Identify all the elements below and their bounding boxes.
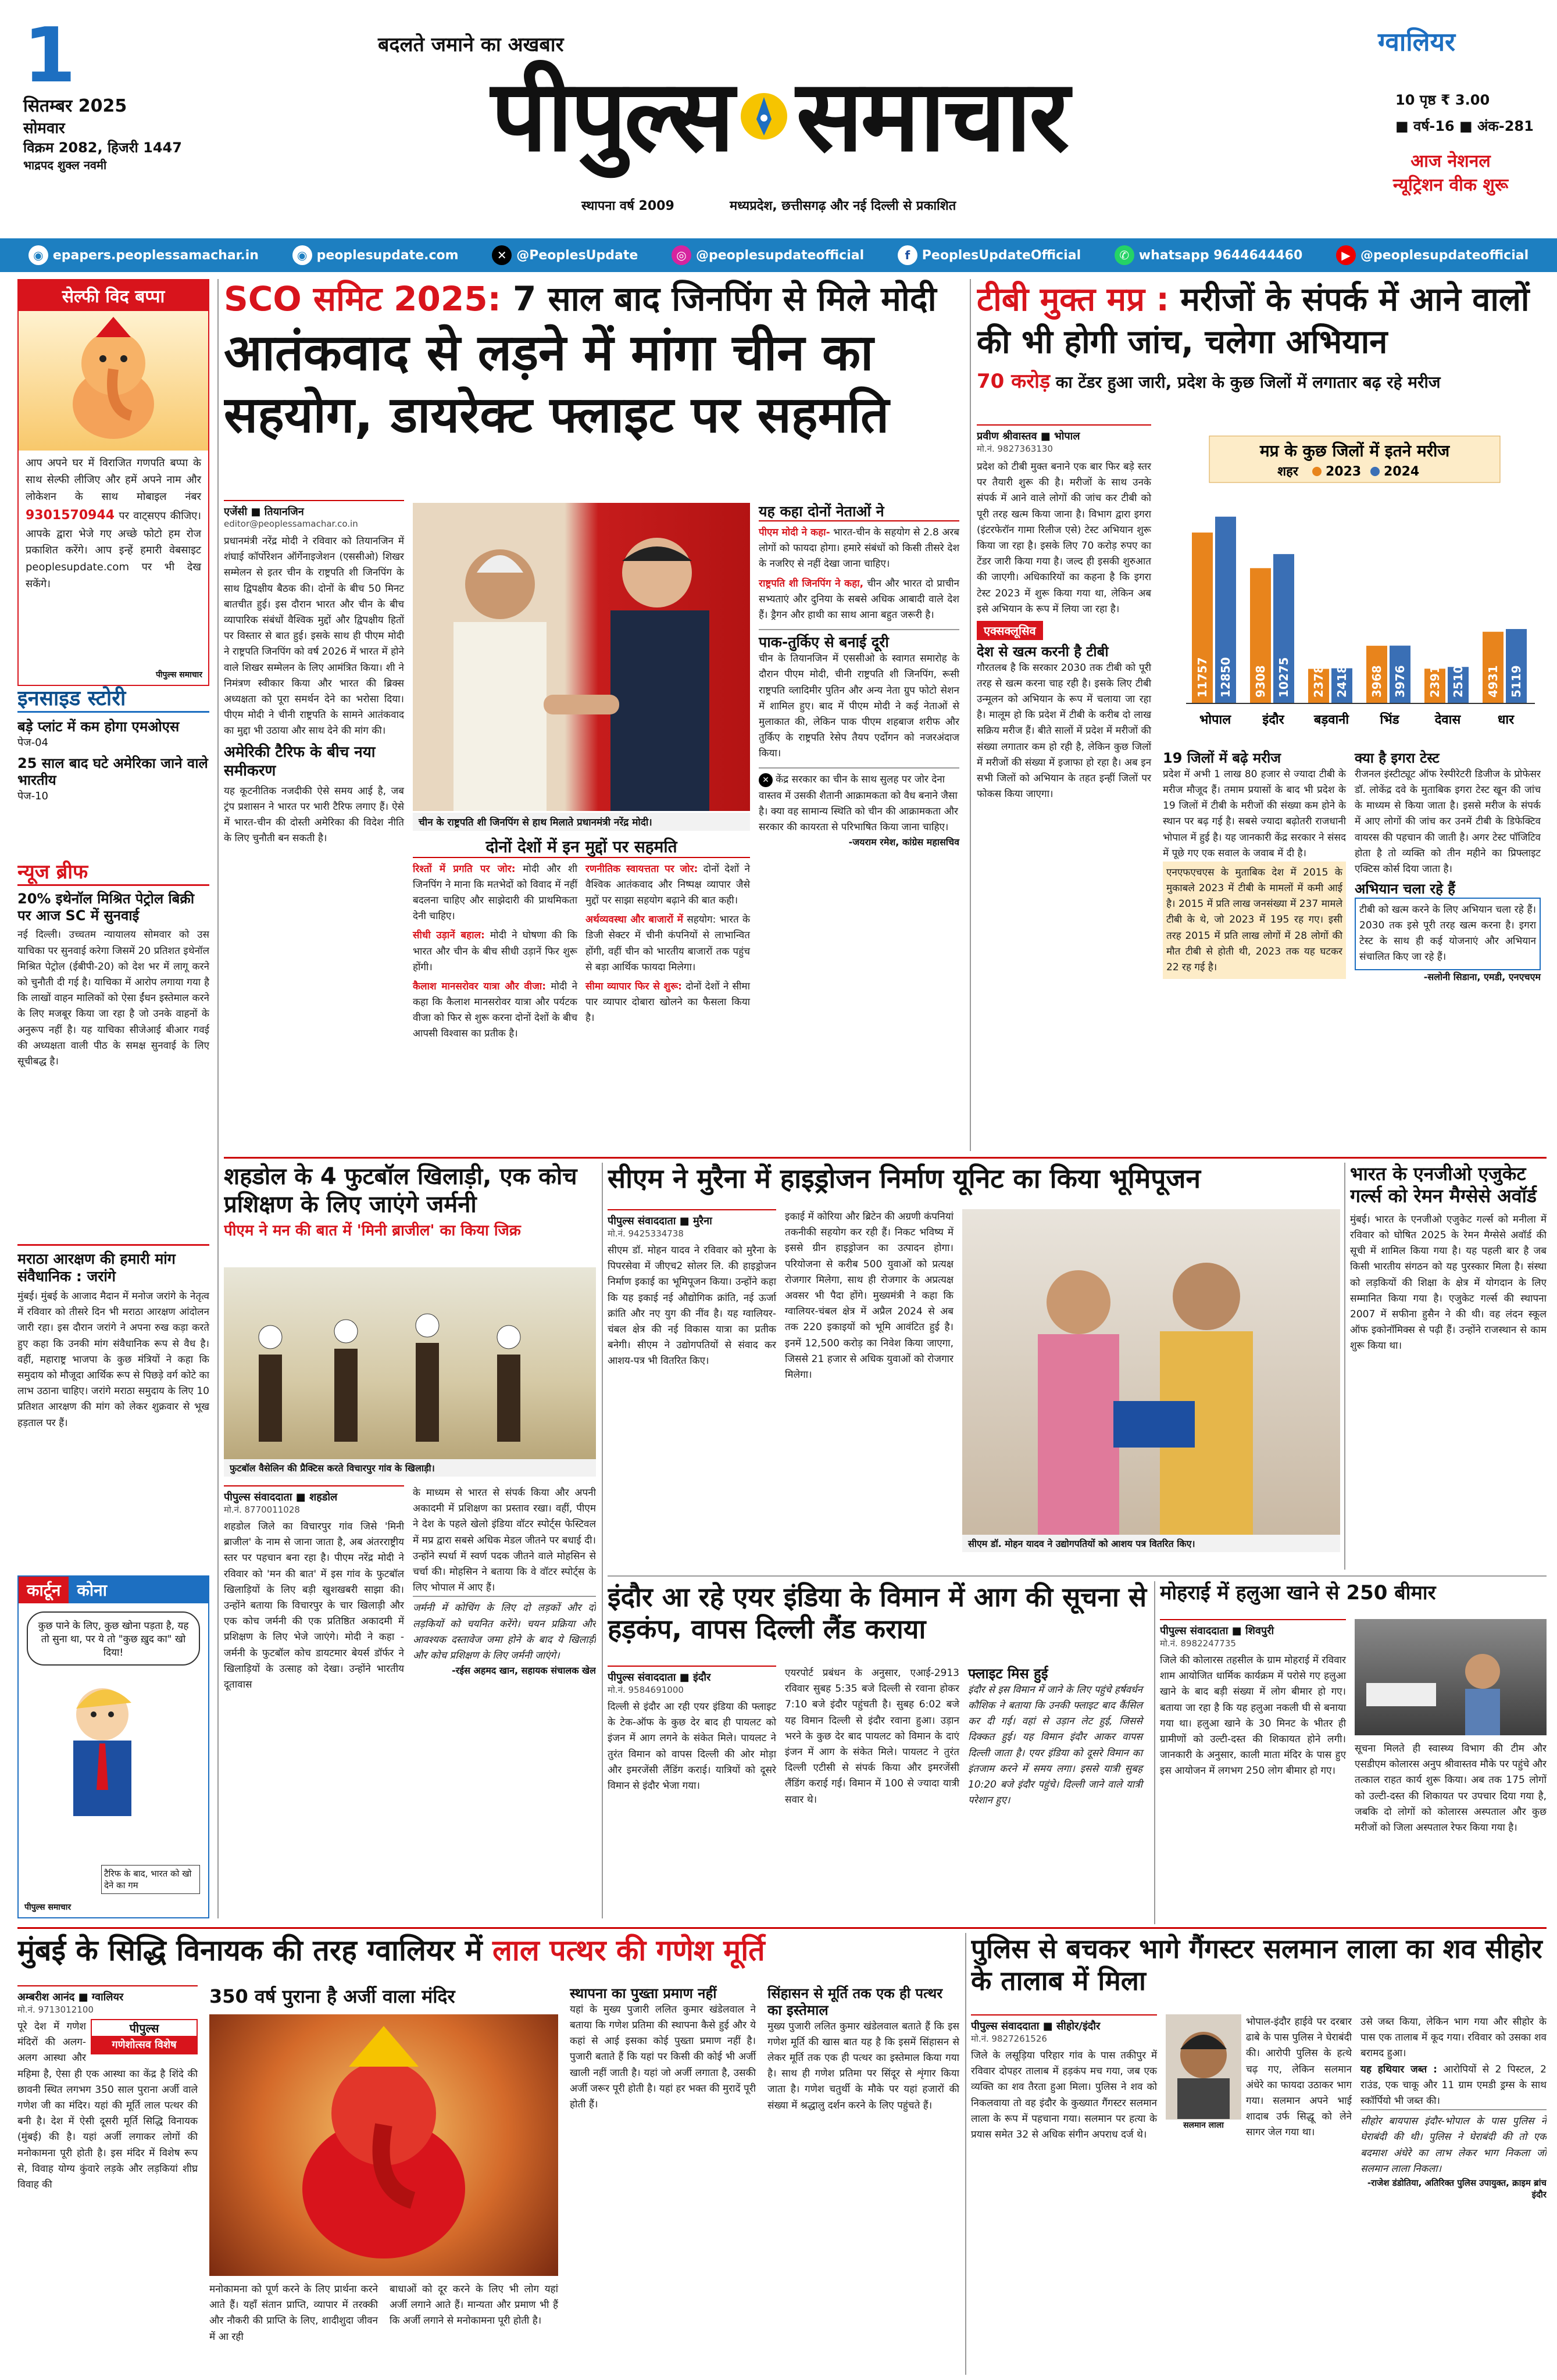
ganesh-headline-b: लाल पत्थर की गणेश मूर्ति [492, 1934, 765, 1967]
agree-item-body: सहयोग: भारत के डिजी सेक्टर में चीनी कंपनियों से लाभान्वित होंगी, वहीं चीन को भारतीय बाजारों तक पहुंच से बड़ा आर्थिक फायदा मिलेगा। [585, 914, 750, 973]
ganesh-proof-title: स्थापना का पुख्ता प्रमाण नहीं [570, 1985, 717, 2002]
date-samvat: विक्रम 2082, हिजरी 1447 [23, 140, 182, 156]
hydrogen-headline: सीएम ने मुरैना में हाइड्रोजन निर्माण यूनिट का किया भूमिपूजन [608, 1163, 1201, 1194]
xi-label: राष्ट्रपति शी जिनपिंग ने कहा, [759, 577, 864, 589]
ganesh-headline [17, 1933, 959, 1968]
date-month: सितम्बर 2025 [23, 96, 127, 116]
tb-col4-title: क्या है इगरा टेस्ट [1355, 750, 1440, 766]
salman-photo [1166, 2014, 1241, 2131]
salman-caption: सलमान लाला [1166, 2120, 1241, 2131]
pm-label: पीएम मोदी ने कहा- [759, 527, 830, 538]
agree-item-body: मोदी ने घोषणा की कि भारत और चीन के बीच सीधी उड़ानें फिर शुरू होंगी। [413, 930, 577, 973]
brief-headline: 20% इथेनॉल मिश्रित पेट्रोल बिक्री पर आज SC में सुनवाई [17, 890, 195, 924]
tb-col3-body: प्रदेश में अभी 1 लाख 80 हजार से ज्यादा टीबी के मरीज मौजूद हैं। तमाम प्रयासों के बाद भी प्रदेश के 19 जिलों में टीबी के मरीजों की संख्या कम होने के स्थान पर बढ़ गई है। सबसे ज्यादा बढ़ोतरी राजधानी भोपाल में हुई है। यह जानकारी केंद्र सरकार ने संसद में पूछे गए एक सवाल के जवाब में दी है। [1163, 768, 1346, 859]
logo-pen-icon [738, 90, 790, 142]
airindia-mobile: मो.नं. 9584691000 [608, 1685, 684, 1695]
sco-kicker2: 7 साल बाद जिनपिंग से मिले मोदी [513, 279, 937, 319]
tb-sub-text: का टेंडर हुआ जारी, प्रदेश के कुछ जिलों में लगातार बढ़ रहे मरीज [1055, 372, 1441, 392]
agree-title: दोनों देशों में इन मुद्दों पर सहमति [413, 837, 750, 858]
hydrogen-figures [962, 1209, 1340, 1535]
police-body3: उसे जब्त किया, लेकिन भाग गया और सीहोर के पास एक तालाब में कूद गया। रविवार को उसका शव बरामद हुआ। [1360, 2016, 1547, 2060]
inside-item[interactable] [17, 755, 209, 803]
masthead [0, 0, 1557, 233]
coverage: मध्यप्रदेश, छत्तीसगढ़ और नई दिल्ली से प्रकाशित [730, 199, 956, 213]
youtube-icon: ▶ [1336, 245, 1356, 265]
agree-item-body: दोनों देशों ने सीमा पार व्यापार दोबारा खोलने का फैसला किया है। [585, 980, 750, 1024]
sco-pak-body: चीन के तियानजिन में एससीओ के स्वागत समारोह के दौरान पीएम मोदी, चीनी राष्ट्रपति शी जिनपिंग, रूसी राष्ट्रपति व्लादिमीर पुतिन और अन्य नेता ग्रुप फोटो सेशन में शामिल हुए। बाद में पीएम मोदी ने कई नेताओं से मुलाकात की, लेकिन पाक पीएम शहबाज शरीफ और तुर्किए के राष्ट्रपति रेसेप तैयप एर्दोगन को नजरअंदाज किया। [759, 653, 959, 760]
tb-story [977, 279, 1547, 1151]
sco-xi-quote [759, 576, 959, 624]
tb-headline [977, 279, 1547, 364]
ganesh-story [17, 1933, 959, 2375]
news-brief [17, 860, 209, 1232]
police-byline: पीपुल्स संवाददाता ■ सीहोर/इंदौर [971, 2014, 1157, 2033]
agree-item-title: कैलाश मानसरोवर यात्रा और वीजा: [413, 980, 547, 992]
sco-agency: एजेंसी ■ तियानजिन [224, 500, 404, 519]
date-day: 1 [23, 11, 76, 99]
police-col2 [1166, 2014, 1352, 2141]
airindia-body2: एयरपोर्ट प्रबंधन के अनुसार, एआई-2913 रविवार सुबह 5:35 बजे दिल्ली से रवाना होकर 7:10 बजे इंदौर पहुंचती है। सुबह 6:02 बजे यह विमान दिल्ली से इंदौर रवाना हुआ। उड़ान भरने के कुछ देर बाद पायलट को विमान के दाएं इंजन में आग के संकेत मिले। पायलट ने तुरंत दिल्ली एटीसी से संपर्क किया और इमरजेंसी लैंडिंग कराई गई। विमान में 100 से ज्यादा यात्री सवार थे। [785, 1667, 959, 1806]
selfie-box [17, 279, 209, 686]
promo-box [1355, 148, 1547, 196]
police-headline: पुलिस से बचकर भागे गैंगस्टर सलमान लाला का शव सीहोर के तालाब में मिला [971, 1933, 1542, 1997]
sco-body2: यह कूटनीतिक नजदीकी ऐसे समय आई है, जब ट्रंप प्रशासन ने भारत पर भारी टैरिफ लगाए हैं। ऐसे में भारत-चीन की दोस्ती अमेरिका की विदेश नीति के लिए चुनौती बन सकती है। [224, 785, 404, 845]
inside-item[interactable] [17, 719, 209, 749]
logo-name-right: समाचार [796, 59, 1067, 174]
airindia-headline: इंदौर आ रहे एयर इंडिया के विमान में आग की सूचना से हड़कंप, वापस दिल्ली लैंड कराया [608, 1581, 1147, 1645]
category-label-5: धार [1497, 713, 1515, 727]
est-year: स्थापना वर्ष 2009 [581, 199, 674, 213]
agree-item-body: मोदी और शी जिनपिंग ने माना कि मतभेदों को विवाद में नहीं बदलना चाहिए और साझेदारी की प्राथमिकता देनी चाहिए। [413, 863, 578, 923]
police-weapons [1360, 2062, 1547, 2110]
social-label: epapers.peoplessamachar.in [52, 248, 259, 263]
tb-chart [1163, 424, 1541, 738]
social-label: @PeoplesUpdate [516, 248, 638, 263]
cartoon-title-a: कार्टून [19, 1577, 69, 1603]
date-tithi: भाद्रपद शुक्ल नवमी [23, 158, 107, 172]
bar-label-2023-1: 9308 [1254, 665, 1267, 698]
chart-title: मप्र के कुछ जिलों में इतने मरीज [1259, 441, 1450, 460]
globe-icon: ◉ [292, 245, 312, 265]
tb-body2: गौरतलब है कि सरकार 2030 तक टीबी को पूरी तरह से खत्म करना चाह रही है। इसके लिए टीबी उन्मूलन को अभियान के रूप में चलाया जा रहा है। मालूम हो कि प्रदेश में टीबी के करीब दो लाख सक्रिय मरीज हैं। बीते सालों में प्रदेश में मरीजों की संख्या लगातार कम हो रही है, लेकिन कुछ जिलों में मरीजों की संख्या में इजाफा हो रहा है। अब इन सभी जिलों को अभियान के तहत इन्हीं जिलों पर फोकस किया जाएगा। [977, 662, 1151, 801]
brief-title: न्यूज ब्रीफ [17, 860, 209, 886]
selfie-phone: 9301570944 [26, 508, 115, 523]
inside-story [17, 686, 209, 860]
agree-item [585, 979, 750, 1027]
ganesh-col3 [390, 2282, 558, 2329]
airindia-sub: फ्लाइट मिस हुई [968, 1666, 1048, 1682]
bar-label-2023-3: 3968 [1370, 665, 1384, 698]
football-sub: पीएम ने मन की बात में 'मिनी ब्राजील' का किया जिक्र [224, 1222, 521, 1239]
hydrogen-photo [962, 1209, 1340, 1535]
maratha-title: मराठा आरक्षण की हमारी मांग संवैधानिक : जरांगे [17, 1250, 176, 1285]
newspaper-logo [273, 55, 1285, 177]
football-mobile: मो.नं. 8770011028 [224, 1505, 300, 1515]
bar-label-2024-4: 2510 [1451, 665, 1465, 698]
football-body2: के माध्यम से भारत से संपर्क किया और अपनी अकादमी में प्रशिक्षण का प्रस्ताव रखा। वहीं, पीएम ने देश के पहले खेलो इंडिया वॉटर स्पोर्ट्स फेस्टिवल में मप्र द्वारा सबसे अधिक मेडल जीतने पर बधाई दी। उन्होंने स्पर्धा में स्वर्ण पदक जीतने वाले मोहसिन से चर्चा की। मोहसिन ने बताया कि वे वॉटर स्पोर्ट्स के लिए भोपाल में आए हैं। [413, 1487, 596, 1594]
football-byline: पीपुल्स संवाददाता ■ शहडोल [224, 1485, 404, 1504]
modi-xi-photo [413, 503, 750, 811]
ganesh-headline-a: मुंबई के सिद्धि विनायक की तरह ग्वालियर में [17, 1934, 483, 1967]
legend-swatch-2023 [1312, 467, 1322, 476]
ganesha-image [19, 311, 208, 451]
sco-email[interactable]: editor@peoplessamachar.co.in [224, 519, 358, 529]
bar-label-2023-0: 11757 [1195, 657, 1209, 698]
social-label: @peoplesupdateofficial [1360, 248, 1529, 263]
divider [965, 1933, 966, 2375]
tb-kicker: टीबी मुक्त मप्र : [977, 281, 1169, 319]
hydrogen-mobile: मो.नं. 9425334738 [608, 1228, 684, 1239]
selfie-title: सेल्फी विद बप्पा [19, 280, 208, 311]
ngo-body: मुंबई। भारत के एनजीओ एजुकेट गर्ल्स को मनीला में रविवार को घोषित 2025 के रेमन मैग्सेसे अवॉर्ड की सूची में शामिल किया गया है। यह पहली बार है जब किसी भारतीय संगठन को यह पुरस्कार मिला है। संस्था को लड़कियों की शिक्षा के क्षेत्र में योगदान के लिए सम्मानित किया गया है। एजुकेट गर्ल्स की स्थापना 2007 में सफीना हुसैन ने की थी। वह लंदन स्कूल ऑफ इकोनॉमिक्स से पढ़ी हैं। उन्होंने राजस्थान से काम शुरू किया था। [1350, 1213, 1547, 1352]
tb-subline [977, 370, 1547, 394]
divider [608, 1575, 1547, 1577]
bar-label-2024-5: 5119 [1509, 665, 1523, 698]
tb-col4-body: रीजनल इंस्टीट्यूट ऑफ रेस्पीरेटरी डिजीज के प्रोफेसर डॉ. लोकेंद्र दवे के मुताबिक इगरा टेस्ट खून की जांच के माध्यम से किया जाता है। इससे मरीज के संपर्क में आए लोगों की जांच कर उनमें टीबी के डिफेक्टिव वायरस की पहचान की जाती है। अगर टेस्ट पॉजिटिव होता है तो व्यक्ति को तीन महीने का प्रिफ्लाइट एक्टिस कोर्स दिया जाता है। [1355, 768, 1541, 875]
halwa-col1 [1160, 1619, 1346, 1779]
sco-kicker-line [224, 279, 965, 320]
whatsapp-icon: ✆ [1115, 245, 1134, 265]
agree-item-title: रिश्तों में प्रगति पर जोर: [413, 863, 516, 875]
football-headline: शहडोल के 4 फुटबॉल खिलाड़ी, एक कोच प्रशिक्षण के लिए जाएंगे जर्मनी [224, 1163, 577, 1218]
halwa-body2: सूचना मिलते ही स्वास्थ्य विभाग की टीम और एसडीएम कोलारस अनुप श्रीवास्तव मौके पर पहुंचे और तत्काल राहत कार्य शुरू किया। अब तक 175 लोगों को उल्टी-दस्त की शिकायत पर उपचार दिया गया है, जबकि दो लोगों को कोलारस अस्पताल और कुछ मरीजों को जिला अस्पताल रेफर किया गया है। [1355, 1743, 1547, 1834]
edition-name: ग्वालियर [1378, 27, 1455, 57]
halwa-scene [1355, 1619, 1547, 1735]
photo-figures [413, 503, 750, 811]
inside-item-page: पेज-04 [17, 736, 48, 749]
agree-item-title: सीधी उड़ानें बहाल: [413, 930, 485, 942]
sco-text-col [224, 500, 404, 847]
logo-name-left: पीपुल्स [491, 59, 733, 174]
category-label-4: देवास [1434, 713, 1461, 727]
hydrogen-byline: पीपुल्स संवाददाता ■ मुरैना [608, 1209, 776, 1228]
ganesh-body-c: बाधाओं को दूर करने के लिए भी लोग यहां अर्जी लगाने आते हैं। मान्यता और प्रमाण भी हैं कि अर्जी लगाने से मनोकामना पूरी होती है। [390, 2283, 558, 2327]
police-quote: सीहोर बायपास इंदौर-भोपाल के पास पुलिस ने घेराबंदी की थी। पुलिस ने घेराबंदी की तो एक बदमाश अंधेरे का लाभ लेकर भाग निकला जो सलमान लाला निकला। [1360, 2109, 1547, 2177]
legend-2023: 2023 [1326, 464, 1362, 479]
inside-title: इनसाइड स्टोरी [17, 686, 209, 713]
bar-label-2023-4: 2391 [1428, 665, 1442, 698]
brief-body: नई दिल्ली। उच्चतम न्यायालय सोमवार को उस याचिका पर सुनवाई करेगा जिसमें 20 प्रतिशत इथेनॉल मिश्रित पेट्रोल (ईबीपी-20) को देश भर में लागू करने को चुनौती दी गई है। याचिका में आरोप लगाया गया है कि लाखों वाहन मालिकों को ऐसा ईंधन इस्तेमाल करने के लिए मजबूर किया जा रहा है जो उनके वाहनों के अनुरूप नहीं है। यह याचिका सीजेआई बीआर गवई की अध्यक्षता वाली पीठ के समक्ष सुनवाई के लिए सूचीबद्ध है। [17, 929, 209, 1067]
cartoon-corner [17, 1575, 209, 1918]
bar-label-2024-1: 10275 [1277, 657, 1291, 698]
ganesh-col5 [767, 1985, 959, 2114]
legend-swatch-2024 [1370, 467, 1380, 476]
police-mobile: मो.नं. 9827261526 [971, 2034, 1047, 2044]
football-col2 [413, 1485, 596, 1677]
police-story [971, 1933, 1547, 2375]
x-post [759, 767, 959, 848]
ganesh-col2 [209, 2282, 378, 2345]
hydrogen-body2: इकाई में कोरिया और ब्रिटेन की अग्रणी कंपनियां तकनीकी सहयोग कर रही हैं। निकट भविष्य में इससे ग्रीन हाइड्रोजन का उत्पादन होगा। परियोजना से करीब 500 युवाओं को प्रत्यक्ष रोजगार मिलेगा, साथ ही रोजगार के अप्रत्यक्ष अवसर भी पैदा होंगे। मुख्यमंत्री ने कहा कि ग्वालियर-चंबल क्षेत्र में अप्रैल 2024 से अब तक 220 इकाइयों को भूमि आवंटित हुई है। इनमें 12,500 करोड़ का निवेश किया जाएगा, जिससे 21 हजार से अधिक युवाओं को रोजगार मिलेगा। [785, 1211, 954, 1381]
airindia-col3 [968, 1666, 1142, 1809]
cartoon-credit: पीपुल्स समाचार [24, 1903, 72, 1912]
tb-col4-sub: अभियान चला रहे हैं [1355, 881, 1455, 898]
social-label: whatsapp 9644644460 [1138, 248, 1303, 263]
divider [1154, 1581, 1155, 1924]
bar-label-2024-2: 2418 [1335, 665, 1349, 698]
police-col3 [1360, 2014, 1547, 2200]
ganesh-mobile: मो.नं. 9713012100 [17, 2004, 94, 2015]
salman-portrait [1166, 2014, 1241, 2119]
divider [17, 1927, 1547, 1929]
bar-label-2023-2: 2378 [1312, 665, 1326, 698]
social-website[interactable] [292, 245, 459, 265]
halwa-story [1160, 1581, 1547, 1924]
police-body: जिले के लसूड़िया परिहार गांव के पास तकीपुर में रविवार दोपहर तालाब में हड़कंप मच गया, जब एक व्यक्ति का शव तैरता हुआ मिला। पुलिस ने शव को निकलवाया तो वह इंदौर के कुख्यात गैंगस्टर सलमान लाला के रूप में पहचाना गया। सलमान पर हत्या के प्रयास समेत 32 से अधिक संगीन अपराध दर्ज थे। [971, 2050, 1157, 2140]
tb-col3 [1163, 750, 1346, 979]
ganesh-body-b: मनोकामना को पूर्ण करने के लिए प्रार्थना करने आते हैं। यहाँ संतान प्राप्ति, व्यापार में तरक्की और नौकरी की प्राप्ति के लिए, शादीशुदा जीवन में आ रही [209, 2283, 378, 2343]
divider [1344, 1163, 1345, 1570]
agree-col [585, 862, 750, 1042]
agree-item [413, 979, 577, 1042]
chart-legend-label: शहर [1277, 464, 1298, 479]
agree-item-title: रणनीतिक स्वायत्तता पर जोर: [585, 863, 698, 875]
cartoon-bubble: कुछ पाने के लिए, कुछ खोना पड़ता है, यह तो सुना था, पर ये तो "कुछ ख़ुद का" खो दिया! [27, 1611, 200, 1666]
date-weekday: सोमवार [23, 120, 65, 137]
divider [970, 279, 971, 1151]
football-quote: जर्मनी में कोचिंग के लिए दो लड़कों और दो लड़कियों को चयनित करेंगे। चयन प्रक्रिया और आवश्यक दस्तावेज जमा होने के बाद ये खिलाड़ी और कोच प्रशिक्षण के लिए जर्मनी जाएंगे। [413, 1596, 596, 1664]
tb-col4 [1355, 750, 1541, 983]
bar-label-2024-0: 12850 [1219, 657, 1233, 698]
date-block [23, 11, 215, 173]
tb-body: प्रदेश को टीबी मुक्त बनाने एक बार फिर बड़े स्तर पर तैयारी शुरू की है। मरीजों के साथ उनके संपर्क में आने वाले लोगों की जांच कर टीबी को पूरी तरह खत्म किया जाना है। विभाग द्वारा इगरा (इंटरफेरॉन गामा रिलीज एसे) टेस्ट अभियान शुरू किया जा रहा है। इसके लिए 70 करोड़ रुपए का टेंडर जारी किया गया है। जल्द ही इसकी शुरुआत की जाएगी। अधिकारियों का कहना है कि इगरा टेस्ट 2023 में शुरू किया गया था, लेकिन अब इसे अभियान के रूप में लिया जा रहा है। [977, 461, 1151, 615]
social-label: @peoplesupdateofficial [695, 248, 865, 263]
x-icon: ✕ [759, 773, 773, 787]
facebook-icon: f [898, 245, 917, 265]
ganesh-idol [209, 2014, 558, 2276]
ganesh-throne-title: सिंहासन से मूर्ति तक एक ही पत्थर का इस्तेमाल [767, 1985, 943, 2018]
globe-icon: ◉ [28, 245, 48, 265]
airindia-quote: इंदौर से इस विमान में जाने के लिए पहुंचे हर्षवर्धन कौशिक ने बताया कि उनकी फ्लाइट बाद कैंसिल कर दी गई। वहां से उड़ान लेट हुई, जिससे दिक्कत हुई। यह विमान इंदौर आकर वापस दिल्ली जाता है। एयर इंडिया को दूसरे विमान का इंतजाम करने में समय लगा। इससे यात्री सुबह 10:20 बजे इंदौर पहुंचे। दिल्ली जाने वाले यात्री परेशान हुए। [968, 1684, 1142, 1807]
agree-item-title: अर्थव्यवस्था और बाजारों में [585, 914, 683, 926]
ngo-headline: भारत के एनजीओ एजुकेट गर्ल्स को रेमन मैग्सेसे अवॉर्ड [1350, 1163, 1537, 1207]
tb-col4b-body: टीबी को खत्म करने के लिए अभियान चला रहे हैं। 2030 तक इसे पूरी तरह खत्म करना है। इगरा टेस्ट के साथ ही कई योजनाएं और अभियान संचालित किए जा रहे हैं। [1355, 898, 1541, 970]
inside-item-page: पेज-10 [17, 789, 48, 802]
sco-story [224, 279, 965, 1151]
social-x[interactable] [492, 245, 638, 265]
divider [224, 1157, 1547, 1159]
sco-agreements [413, 837, 750, 1042]
category-label-0: भोपाल [1199, 713, 1231, 727]
ngo-story [1350, 1163, 1547, 1570]
tb-col3-title: 19 जिलों में बढ़े मरीज [1163, 750, 1281, 766]
airindia-byline: पीपुल्स संवाददाता ■ इंदौर [608, 1666, 776, 1684]
agree-item [585, 912, 750, 975]
sco-body: प्रधानमंत्री नरेंद्र मोदी ने रविवार को तियानजिन में शंघाई कॉर्पोरेशन ऑर्गेनाइजेशन (एससीओ) शिखर सम्मेलन से इतर चीन के राष्ट्रपति शी जिनपिंग के साथ द्विपक्षीय बैठक की। दोनों के बीच 50 मिनट बातचीत हुई। इस दौरान भारत और चीन के बीच व्यापारिक संबंधों वैश्विक मुद्दों और द्विपक्षीय हितों पर विस्तार से बात हुई। इसके साथ ही पीएम मोदी ने राष्ट्रपति जिनपिंग को वर्ष 2026 में भारत में होने वाले शिखर सम्मेलन के लिए आमंत्रित किया। शी ने निमंत्रण स्वीकार किया और भारत की ब्रिक्स अध्यक्षता को पूरा समर्थन देने का भरोसा दिया। पीएम मोदी ने चीनी राष्ट्रपति के सामने आतंकवाद का मुद्दा भी उठाया और साथ देने की मांग की। [224, 535, 404, 737]
airindia-story [608, 1581, 1148, 1924]
ganesh-sub: 350 वर्ष पुराना है अर्जी वाला मंदिर [209, 1985, 455, 2007]
football-players [224, 1267, 596, 1459]
tb-sub-red: 70 करोड़ [977, 369, 1051, 393]
social-epaper[interactable] [28, 245, 259, 265]
social-bar [0, 238, 1557, 272]
agree-item-body: मोदी ने कहा कि कैलाश मानसरोवर यात्रा और पर्यटक वीजा को फिर से शुरू करना दोनों देशों के बीच आपसी विश्वास का प्रतीक है। [413, 980, 578, 1040]
social-label: peoplesupdate.com [316, 248, 459, 263]
tb-bar-chart [1163, 424, 1541, 738]
instagram-icon: ◎ [672, 245, 691, 265]
football-photo [224, 1267, 596, 1459]
agree-item [585, 862, 750, 909]
x-post-text: केंद्र सरकार का चीन के साथ सुलह पर जोर देना वास्तव में उसकी शैतानी आक्रामकता को वैध बनाने जैसा है। क्या वह सामान्य स्थिति को चीन की आक्रामकता और सरकार की कायरता से परिभाषित किया जाना चाहिए। [759, 774, 958, 833]
halwa-byline: पीपुल्स संवाददाता ■ शिवपुरी [1160, 1619, 1346, 1638]
bar-label-2024-3: 3976 [1393, 665, 1407, 698]
police-col1 [971, 2014, 1157, 2143]
x-icon: ✕ [492, 245, 512, 265]
selfie-text [19, 451, 208, 598]
badge-logo: पीपुल्स [129, 2021, 159, 2035]
promo-line1: आज नेशनल [1410, 151, 1491, 171]
tb-exclusive: एक्सक्लूसिव [977, 621, 1043, 640]
sco-photo-caption: चीन के राष्ट्रपति शी जिनपिंग से हाथ मिलाते प्रधानमंत्री नरेंद्र मोदी। [413, 813, 750, 831]
divider [217, 279, 219, 1918]
ganesh-throne: मुख्य पुजारी ललित कुमार खंडेलवाल बताते हैं कि इस गणेश मूर्ति की खास बात यह है कि इसमें सिंहासन से लेकर मूर्ति तक एक ही पत्थर का इस्तेमाल किया गया है। साथ ही गणेश प्रतिमा पर सिंदूर से शृंगार किया जाता है। गणेश चतुर्थी के मौके पर यहां हजारों की संख्या में श्रद्धालु दर्शन करने के लिए पहुंचते हैं। [767, 2020, 959, 2111]
maratha-story [17, 1244, 209, 1558]
police-body4: आरोपियों से 2 पिस्टल, 2 राउंड, एक चाकू और 11 ग्राम एमडी ड्रग्स के साथ स्कॉर्पियो भी जब्त की। [1360, 2063, 1547, 2107]
airindia-body: दिल्ली से इंदौर आ रही एयर इंडिया की फ्लाइट के टेक-ऑफ के कुछ देर बाद ही पायलट को इंजन में आग लगने के संकेत मिले। पायलट ने तुरंत विमान को वापस दिल्ली की ओर मोड़ा और इमरजेंसी लैंडिंग कराई। यात्रियों को दूसरे विमान से इंदौर भेजा गया। [608, 1701, 776, 1792]
ganesh-special-badge [91, 2019, 198, 2054]
ganesh-col4 [570, 1985, 756, 2113]
legend-2024: 2024 [1384, 464, 1420, 479]
inside-item-text: बड़े प्लांट में कम होगा एमओएस [17, 719, 180, 735]
agree-item-title: सीमा व्यापार फिर से शुरू: [585, 980, 682, 992]
agree-item [413, 862, 577, 925]
xi-quote-text: चीन और भारत दो प्राचीन सभ्यताएं और दुनिया के सबसे अधिक आबादी वाले देश हैं। ड्रैगन और हाथी का साथ आना बहुत जरूरी है। [759, 577, 959, 621]
football-col1 [224, 1485, 404, 1693]
category-label-3: भिंड [1380, 713, 1399, 727]
maratha-body: मुंबई। मुंबई के आजाद मैदान में मनोज जरांगे के नेतृत्व में रविवार को तीसरे दिन भी मराठा आरक्षण आंदोलन जारी रहा। इस दौरान जरांगे ने अपना रुख कड़ा करते हुए कहा कि उनकी मांग संवैधानिक रूप से वैध है। वहीं, महाराष्ट्र भाजपा के कुछ मंत्रियों ने कहा कि समुदाय को मौजूदा आर्थिक रूप से पिछड़े वर्ग कोटे का लाभ उठाना चाहिए। जरांगे मराठा समुदाय के लिए 10 प्रतिशत आरक्षण की मांग को लेकर शुक्रवार से भूख हड़ताल पर हैं। [17, 1291, 209, 1429]
tb-text-col [977, 424, 1151, 802]
police-sub: यह हथियार जब्त : [1360, 2063, 1437, 2075]
agree-item [413, 928, 577, 975]
football-caption: फुटबॉल वैसेलिन की प्रैक्टिस करते विचारपुर गांव के खिलाड़ी। [224, 1459, 596, 1477]
social-youtube[interactable] [1336, 245, 1529, 265]
divider [602, 1163, 603, 1918]
halwa-mobile: मो.नं. 8982247735 [1160, 1638, 1236, 1649]
tb-headline-text: मरीजों के संपर्क में आने वालों की भी होगी जांच, चलेगा अभियान [977, 281, 1530, 361]
airindia-col2 [785, 1666, 959, 1808]
agree-grid [413, 862, 750, 1042]
halwa-col2 [1355, 1741, 1547, 1836]
ganesh-proof: यहां के मुख्य पुजारी ललित कुमार खंडेलवाल ने बताया कि गणेश प्रतिमा की स्थापना कैसे हुई और ये कहां से आई इसका कोई पुख्ता प्रमाण नहीं है। पुजारी बताते हैं कि यहां पर किसी की कोई भी अर्जी खाली नहीं जाती है। यहां जो अर्जी लगाता है, उसकी अर्जी जरूर पूरी होती है। यहां हर भक्त की मुरादें पूरी होती हैं। [570, 2003, 756, 2110]
tb-col4-credit: -सलोनी सिडाना, एमडी, एनएचएम [1423, 971, 1541, 982]
cartoon-caption: टैरिफ के बाद, भारत को खो देने का गम [101, 1865, 200, 1894]
football-body: शहडोल जिले का विचारपुर गांव जिसे 'मिनी ब्राजील' के नाम से जाना जाता है, अब अंतरराष्ट्रीय स्तर पर पहचान बना रहा है। पीएम नरेंद्र मोदी ने रविवार को 'मन की बात' में इस गांव के फुटबॉल खिलाड़ियों के लिए बड़ी खुशखबरी साझा की। उन्होंने बताया कि विचारपुर के चार खिलाड़ी और एक कोच जर्मनी की एक प्रतिष्ठित अकादमी में प्रशिक्षण के लिए भेजे जाएंगे। मोदी ने कहा - जर्मनी के फुटबॉल कोच डायटमार बेयर्स डॉर्फर ने खिलाड़ियों के उत्साह को देखा। उन्होंने भारतीय दूतावास [224, 1521, 404, 1691]
selfie-text-2: पर वाट्सएप कीजिए। आपके द्वारा भेजे गए अच्छे फोटो हम रोज प्रकाशित करेंगे। आप इन्हें हमारी वेबसाइट peoplesupdate.com पर भी देख सकेंगे। [26, 510, 201, 590]
ganesh-byline: अम्बरीश आनंद ■ ग्वालियर [17, 1985, 198, 2004]
tagline: बदलते जमाने का अखबार [378, 33, 564, 56]
hydrogen-col2 [785, 1209, 954, 1383]
sco-pak-title: पाक-तुर्किए से बनाई दूरी [759, 629, 959, 651]
airindia-col1 [608, 1666, 776, 1794]
police-body2: भोपाल-इंदौर हाईवे पर दरबार ढाबे के पास पुलिस ने घेराबंदी की। आरोपी पुलिस के हत्थे चढ़ गए, लेकिन सलमान अंधेरे का फायदा उठाकर भाग गया। सलमान अपने भाई शादाब उर्फ सिद्धू को लेने सागर जेल गया था। [1246, 2016, 1352, 2139]
halwa-body: जिले की कोलारस तहसील के ग्राम मोहराई में रविवार शाम आयोजित धार्मिक कार्यक्रम में परोसे गए हलुआ खाने के बाद बड़ी संख्या में लोग बीमार हो गए। बताया जा रहा है कि यह हलुआ नकली घी से बनाया गया था। हलुआ खाने के 30 मिनट के भीतर ही ग्रामीणों को उल्टी-दस्त की शिकायत होने लगी। जानकारी के अनुसार, काली माता मंदिर के पास हुए इस आयोजन में लगभग 250 लोग बीमार हो गए। [1160, 1654, 1346, 1777]
social-facebook[interactable] [898, 245, 1081, 265]
x-post-credit: -जयराम रमेश, कांग्रेस महासचिव [848, 837, 959, 848]
category-label-2: बड़वानी [1313, 713, 1349, 727]
volume: ■ वर्ष-16 ■ अंक-281 [1395, 118, 1534, 134]
sco-kicker: SCO समिट 2025: [224, 279, 501, 319]
hydrogen-caption: सीएम डॉ. मोहन यादव ने उद्योगपतियों को आशय पत्र वितरित किए। [962, 1535, 1340, 1552]
sco-box-title: यह कहा दोनों नेताओं ने [759, 503, 959, 521]
ganesh-photo [209, 2014, 558, 2276]
sco-subhead: अमेरिकी टैरिफ के बीच नया समीकरण [224, 744, 376, 780]
cartoon-drawing [27, 1674, 201, 1825]
inside-item-text: 25 साल बाद घटे अमेरिका जाने वाले भारतीय [17, 755, 208, 788]
badge-special: गणेशोत्सव विशेष [92, 2036, 197, 2053]
agree-item-body: दोनों देशों ने वैश्विक आतंकवाद और निष्पक्ष व्यापार जैसे मुद्दों पर साझा सहयोग बढ़ाने की बात कही। [585, 863, 750, 906]
cartoon-title-b: कोना [69, 1577, 208, 1603]
ganesh-body: पूरे देश में गणेश मंदिरों की अलग-अलग आस्था और महिमा है, ऐसा ही एक आस्था का केंद्र है शिंदे की छावनी स्थित लगभग 350 साल पुराना अर्जी वाले गणेश जी का मंदिर। यहां की मूर्ति लाल पत्थर की बनी है। देश में ऐसी दूसरी मूर्ति सिद्धि विनायक (मुंबई) की है। यहां अर्जी लगाकर लोगों की मनोकामना पूरी होती है। इस मंदिर में विशेष रूप से, विवाह योग्य कुंवारे लड़के और लड़कियां शीघ्र विवाह की [17, 2021, 198, 2190]
social-whatsapp[interactable] [1115, 245, 1303, 265]
tb-byline: प्रवीण श्रीवास्तव ■ भोपाल [977, 424, 1151, 443]
promo-line2: न्यूट्रिशन वीक शुरू [1392, 175, 1509, 195]
price: 10 पृष्ठ ₹ 3.00 [1395, 92, 1490, 108]
selfie-credit: पीपुल्स समाचार [155, 670, 202, 680]
sco-pm-quote [759, 525, 959, 573]
halwa-photo [1355, 1619, 1547, 1735]
halwa-headline: मोहराई में हलुआ खाने से 250 बीमार [1160, 1581, 1436, 1604]
category-label-1: इंदौर [1262, 713, 1284, 727]
social-label: PeoplesUpdateOfficial [922, 248, 1081, 263]
hydrogen-body: सीएम डॉ. मोहन यादव ने रविवार को मुरैना के पिपरसेवा में जीएच2 सोलर लि. की हाइड्रोजन निर्माण इकाई का भूमिपूजन किया। उन्होंने कहा कि यह इकाई नई औद्योगिक क्रांति, नई ऊर्जा क्रांति और नए युग की नींव है। यह ग्वालियर-चंबल क्षेत्र की नई विकास यात्रा का प्रतीक बनेगी। सीएम ने उद्योगपतियों से संवाद कर आशय-पत्र भी वितरित किए। [608, 1245, 776, 1367]
sco-quotes-box [759, 503, 959, 848]
sco-headline: आतंकवाद से लड़ने में मांगा चीन का सहयोग, डायरेक्ट फ्लाइट पर सहमति [224, 323, 890, 445]
pm-quote-text: भारत-चीन के सहयोग से 2.8 अरब लोगों को फायदा होगा। हमारे संबंधों को किसी तीसरे देश के नजरिए से नहीं देखा जाना चाहिए। [759, 527, 960, 570]
cartoon-header [19, 1577, 208, 1603]
bar-label-2023-5: 4931 [1486, 665, 1500, 698]
police-quote-credit: -राजेश डंडोतिया, अतिरिक्त पुलिस उपायुक्त, क्राइम ब्रांच इंदौर [1367, 2177, 1547, 2200]
football-quote-credit: -रईस अहमद खान, सहायक संचालक खेल [452, 1665, 596, 1677]
tb-col3b-body: एनएफएचएस के मुताबिक देश में 2015 के मुकाबले 2023 में टीबी के मामलों में कमी आई है। 2015 में प्रति लाख जनसंख्या में 237 मामले टीबी के थे, जो 2023 में 195 रह गए। इसी तरह 2015 में प्रति लाख लोगों में 28 लोगों की मौत टीबी से होती थी, 2023 तक यह घटकर 22 रह गई है। [1163, 862, 1346, 979]
tb-sub2: देश से खत्म करनी है टीबी [977, 643, 1109, 660]
hydrogen-story [608, 1163, 1340, 1570]
tb-mobile: मो.नं. 9827363130 [977, 444, 1053, 454]
social-instagram[interactable] [672, 245, 864, 265]
agree-col [413, 862, 577, 1042]
football-story [224, 1163, 596, 1918]
ganesh-col1 [17, 1985, 198, 2193]
selfie-text-1: आप अपने घर में विराजित गणपति बप्पा के साथ सेल्फी लीजिए और हमें अपने नाम और लोकेशन के साथ मोबाइल नंबर [26, 457, 201, 503]
hydrogen-col1 [608, 1209, 776, 1370]
